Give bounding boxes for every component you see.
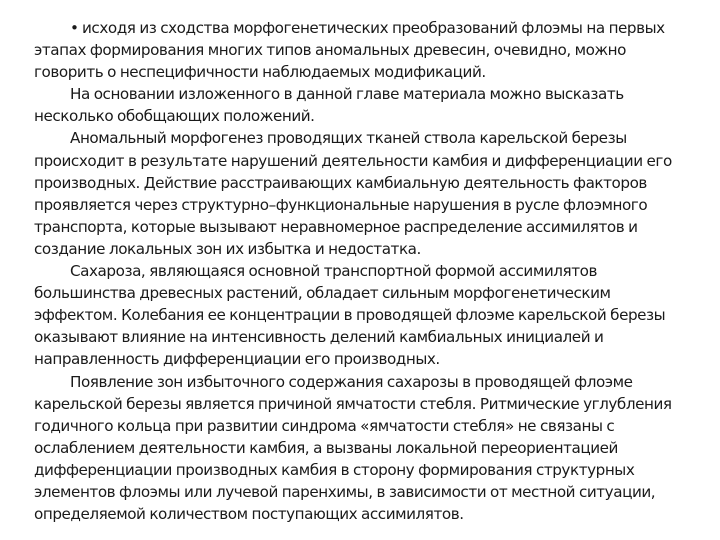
paragraph-text: Появление зон избыточного содержания сахарозы в проводящей флоэме карельской березы является причиной ямчатости стебля. Ритмические углубления годичного кольца при развитии синдрома «ямчатости стебля» не связаны с ослаблением деятельности камбия, а вызваны локальной переориентацией дифференциации производных камбия в сторону формирования структурных элементов флоэмы или лучевой паренхимы, в зависимости от местной ситуации, определяемой количеством поступающих ассимилятов. [34,372,672,524]
paragraph-4 [34,260,690,370]
body-text [34,17,690,525]
paragraph-text: Аномальный морфогенез проводящих тканей ствола карельской березы происходит в результате нарушений деятельности камбия и дифференциации его производных. Действие расстраивающих камбиальную деятельность факторов проявляется через структурно–функциональные нарушения в русле флоэмного транспорта, которые вызывают неравномерное распределение ассимилятов и создание локальных зон их избытка и недостатка. [34,129,672,258]
paragraph-5 [34,371,690,526]
paragraph-3 [34,127,690,260]
paragraph-text: На основании изложенного в данной главе материала можно высказать несколько обобщающих положений. [34,85,624,126]
bullet-icon: • [70,19,79,37]
paragraph-text: исходя из сходства морфогенетических преобразований флоэмы на первых этапах формирования многих типов аномальных древесин, очевидно, можно говорить о неспецифичности наблюдаемых модификаций. [34,19,665,82]
paragraph-bullet-1 [34,17,690,83]
paragraph-2 [34,83,690,127]
paragraph-text: Сахароза, являющаяся основной транспортной формой ассимилятов большинства древесных растений, обладает сильным морфогенетическим эффектом. Колебания ее концентрации в проводящей флоэме карельской березы оказывают влияние на интенсивность делений камбиальных инициалей и направленность дифференциации его производных. [34,262,666,369]
